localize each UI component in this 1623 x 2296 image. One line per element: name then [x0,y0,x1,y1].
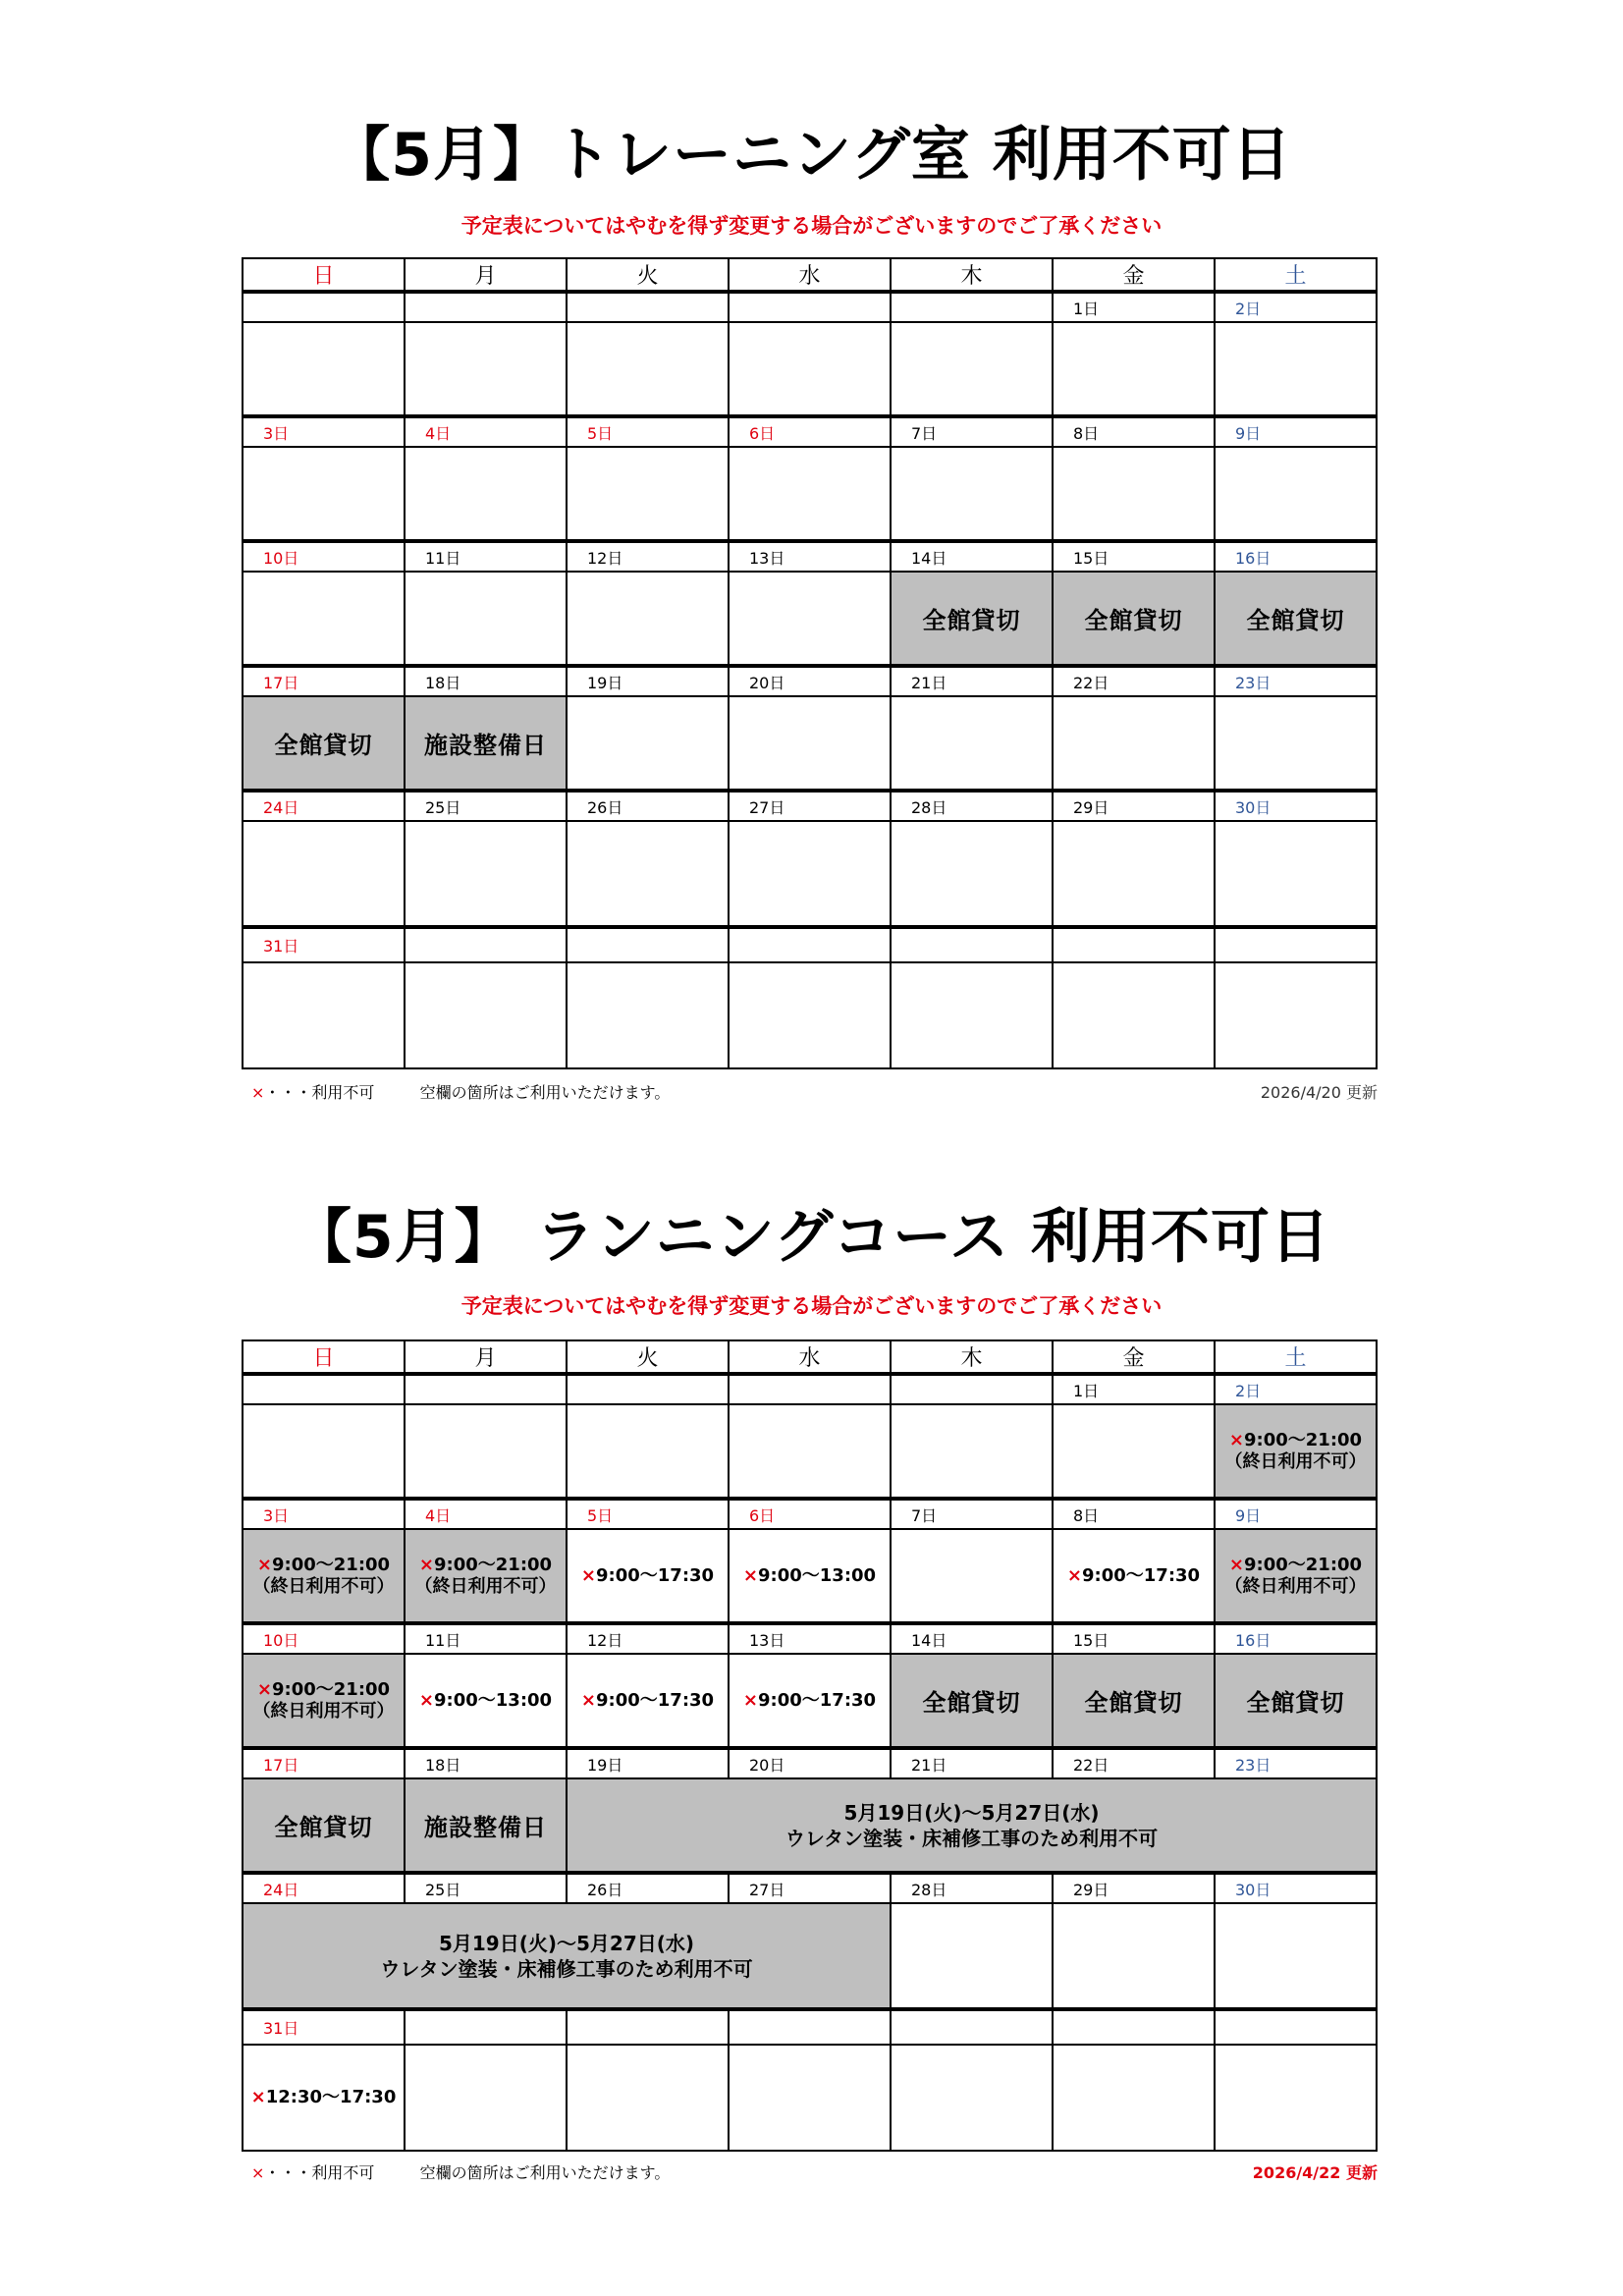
running-course-updated: 2026/4/22 更新 [1252,2163,1378,2182]
day-cell-partial [729,1529,891,1623]
date-label: 16日 [1215,541,1377,572]
date-label: 29日 [1053,1873,1215,1903]
day-cell [567,962,729,1068]
date-label [729,2009,891,2045]
date-label: 2日 [1215,292,1377,322]
date-label: 3日 [243,1499,405,1529]
day-cell-partial [1053,1529,1215,1623]
cross-mark-icon: × [256,1678,272,1700]
date-label [405,927,567,962]
date-label [891,2009,1053,2045]
day-cell [891,1903,1053,2009]
date-label: 6日 [729,416,891,447]
legend-blank-text: 空欄の箇所はご利用いただけます。 [419,2163,671,2182]
date-label: 15日 [1053,541,1215,572]
day-cell-maintenance: 施設整備日 [405,696,567,791]
closure-reason: ウレタン塗装・床補修工事のため利用不可 [380,1956,753,1981]
time-range: 9:00～21:00 [272,1554,391,1575]
day-cell [1053,322,1215,416]
day-cell [567,322,729,416]
time-range: 9:00～21:00 [1244,1554,1363,1575]
training-room-legend [251,1080,670,1103]
date-label: 9日 [1215,1499,1377,1529]
date-label: 18日 [405,666,567,696]
date-label: 4日 [405,416,567,447]
date-label: 5日 [567,1499,729,1529]
day-cell-partial [567,1529,729,1623]
date-label [243,292,405,322]
date-label: 14日 [891,1623,1053,1654]
weekday-fri: 金 [1053,258,1215,292]
cross-mark-icon: × [251,1083,265,1102]
day-cell [729,696,891,791]
date-label: 25日 [405,791,567,821]
date-label: 20日 [729,1748,891,1778]
cross-mark-icon: × [580,1564,596,1586]
date-label: 27日 [729,791,891,821]
date-label: 10日 [243,541,405,572]
weekday-thu: 木 [891,258,1053,292]
day-cell [405,2045,567,2151]
date-label [567,927,729,962]
weekday-mon: 月 [405,1340,567,1374]
date-label: 26日 [567,1873,729,1903]
day-cell [567,696,729,791]
date-label [729,1374,891,1404]
date-label: 5日 [567,416,729,447]
day-cell [243,1404,405,1499]
day-cell [891,821,1053,927]
date-label [891,927,1053,962]
date-label: 13日 [729,1623,891,1654]
running-course-title: 【5月】 ランニングコース 利用不可日 [292,1203,1331,1272]
date-label: 21日 [891,666,1053,696]
day-cell [891,447,1053,541]
day-cell [567,821,729,927]
date-label [405,292,567,322]
day-cell [729,2045,891,2151]
cross-mark-icon: × [742,1564,758,1586]
date-label: 3日 [243,416,405,447]
time-range: 9:00～21:00 [1244,1429,1363,1450]
time-range: 9:00～13:00 [434,1689,553,1711]
date-label: 22日 [1053,1748,1215,1778]
day-cell [891,962,1053,1068]
day-cell [567,447,729,541]
day-cell [243,572,405,666]
day-cell [405,447,567,541]
weekday-sat: 土 [1215,1340,1377,1374]
day-cell [891,1529,1053,1623]
day-cell [1215,821,1377,927]
training-room-title: 【5月】トレーニング室 利用不可日 [331,121,1292,190]
date-label: 29日 [1053,791,1215,821]
day-cell [1215,1903,1377,2009]
day-cell-partial [243,2045,405,2151]
date-label [729,292,891,322]
date-label: 15日 [1053,1623,1215,1654]
date-label: 12日 [567,541,729,572]
date-label: 13日 [729,541,891,572]
time-range: 9:00～21:00 [434,1554,553,1575]
day-cell-private-rental: 全館貸切 [891,572,1053,666]
day-cell-private-rental: 全館貸切 [891,1654,1053,1748]
cross-mark-icon: × [1228,1554,1244,1575]
legend-blank-text: 空欄の箇所はご利用いただけます。 [419,1083,671,1102]
date-label [567,1374,729,1404]
cross-mark-icon: × [1228,1429,1244,1450]
day-cell [1053,821,1215,927]
date-label: 18日 [405,1748,567,1778]
date-label: 17日 [243,1748,405,1778]
all-day-note: （終日利用不可） [1224,1450,1367,1472]
date-label: 27日 [729,1873,891,1903]
day-cell-private-rental: 全館貸切 [1215,572,1377,666]
date-label: 9日 [1215,416,1377,447]
date-label [891,1374,1053,1404]
cross-mark-icon: × [418,1554,434,1575]
date-label [567,2009,729,2045]
cross-mark-icon: × [580,1689,596,1711]
cross-mark-icon: × [250,2087,266,2107]
day-cell-private-rental: 全館貸切 [1053,572,1215,666]
date-label: 25日 [405,1873,567,1903]
weekday-tue: 火 [567,1340,729,1374]
date-label [405,1374,567,1404]
day-cell-unavailable [1215,1404,1377,1499]
day-cell [1215,322,1377,416]
day-cell [567,572,729,666]
day-cell-unavailable [1215,1529,1377,1623]
date-label: 23日 [1215,1748,1377,1778]
date-label: 30日 [1215,1873,1377,1903]
day-cell [1053,962,1215,1068]
date-label: 8日 [1053,416,1215,447]
day-cell [729,572,891,666]
day-cell [1053,447,1215,541]
date-label [729,927,891,962]
date-label: 17日 [243,666,405,696]
date-label: 24日 [243,791,405,821]
day-cell [1053,2045,1215,2151]
closure-span-block [243,1903,891,2009]
all-day-note: （終日利用不可） [252,1575,395,1597]
training-room-updated: 2026/4/20 更新 [1260,1083,1378,1102]
date-label: 8日 [1053,1499,1215,1529]
date-label: 4日 [405,1499,567,1529]
weekday-fri: 金 [1053,1340,1215,1374]
day-cell [567,1404,729,1499]
weekday-sun: 日 [243,258,405,292]
cross-mark-icon: × [418,1689,434,1711]
day-cell-partial [405,1654,567,1748]
running-course-calendar [242,1339,1378,2152]
date-label [1215,927,1377,962]
date-label [243,1374,405,1404]
day-cell [729,962,891,1068]
date-label: 20日 [729,666,891,696]
day-cell [729,1404,891,1499]
time-range: 9:00～17:30 [596,1564,715,1586]
date-label: 6日 [729,1499,891,1529]
day-cell-private-rental: 全館貸切 [243,1778,405,1873]
cross-mark-icon: × [256,1554,272,1575]
day-cell-private-rental: 全館貸切 [243,696,405,791]
date-label: 11日 [405,541,567,572]
date-label [1215,2009,1377,2045]
date-label: 31日 [243,927,405,962]
day-cell-private-rental: 全館貸切 [1053,1654,1215,1748]
cross-mark-icon: × [251,2163,265,2182]
day-cell [1053,1903,1215,2009]
date-label [405,2009,567,2045]
running-course-legend [251,2160,670,2183]
day-cell [729,322,891,416]
day-cell [1215,447,1377,541]
day-cell [405,322,567,416]
day-cell [729,447,891,541]
day-cell [1053,696,1215,791]
weekday-sun: 日 [243,1340,405,1374]
day-cell [243,447,405,541]
legend-mark-text: ・・・利用不可 [264,2163,375,2182]
date-label [1053,927,1215,962]
training-room-calendar [242,257,1378,1069]
date-label [1053,2009,1215,2045]
date-label: 28日 [891,791,1053,821]
day-cell [1053,1404,1215,1499]
date-label: 26日 [567,791,729,821]
day-cell [243,821,405,927]
day-cell [405,821,567,927]
day-cell-private-rental: 全館貸切 [1215,1654,1377,1748]
day-cell [405,962,567,1068]
day-cell [891,2045,1053,2151]
date-label: 30日 [1215,791,1377,821]
date-label: 31日 [243,2009,405,2045]
weekday-wed: 水 [729,1340,891,1374]
date-label: 23日 [1215,666,1377,696]
training-room-notice: 予定表についてはやむを得ず変更する場合がございますのでご了承ください [460,214,1163,238]
running-course-notice: 予定表についてはやむを得ず変更する場合がございますのでご了承ください [460,1294,1163,1318]
date-label: 7日 [891,1499,1053,1529]
day-cell-unavailable [405,1529,567,1623]
date-label: 1日 [1053,292,1215,322]
day-cell [243,962,405,1068]
date-label [891,292,1053,322]
date-label: 2日 [1215,1374,1377,1404]
date-label: 12日 [567,1623,729,1654]
date-label: 22日 [1053,666,1215,696]
time-range: 9:00～17:30 [596,1689,715,1711]
time-range: 9:00～21:00 [272,1678,391,1700]
day-cell-partial [729,1654,891,1748]
time-range: 9:00～17:30 [1082,1564,1201,1586]
day-cell [405,1404,567,1499]
weekday-sat: 土 [1215,258,1377,292]
day-cell [891,696,1053,791]
day-cell [405,572,567,666]
date-label: 19日 [567,666,729,696]
legend-mark-text: ・・・利用不可 [264,1083,375,1102]
date-label: 24日 [243,1873,405,1903]
time-range: 9:00～17:30 [758,1689,877,1711]
date-label: 16日 [1215,1623,1377,1654]
day-cell [891,1404,1053,1499]
weekday-thu: 木 [891,1340,1053,1374]
closure-reason: ウレタン塗装・床補修工事のため利用不可 [784,1826,1159,1850]
closure-period: 5月19日(火)～5月27日(水) [843,1800,1100,1825]
date-label: 19日 [567,1748,729,1778]
weekday-mon: 月 [405,258,567,292]
cross-mark-icon: × [1066,1564,1082,1586]
date-label [567,292,729,322]
day-cell [1215,2045,1377,2151]
all-day-note: （終日利用不可） [414,1575,557,1597]
day-cell [1215,962,1377,1068]
date-label: 10日 [243,1623,405,1654]
day-cell-maintenance: 施設整備日 [405,1778,567,1873]
day-cell [1215,696,1377,791]
date-label: 11日 [405,1623,567,1654]
cross-mark-icon: × [742,1689,758,1711]
all-day-note: （終日利用不可） [252,1700,395,1722]
date-label: 21日 [891,1748,1053,1778]
weekday-wed: 水 [729,258,891,292]
date-label: 14日 [891,541,1053,572]
date-label: 7日 [891,416,1053,447]
day-cell [729,821,891,927]
closure-span-block [567,1778,1377,1873]
day-cell-unavailable [243,1529,405,1623]
all-day-note: （終日利用不可） [1224,1575,1367,1597]
time-range: 12:30～17:30 [265,2087,397,2107]
date-label: 1日 [1053,1374,1215,1404]
date-label: 28日 [891,1873,1053,1903]
day-cell [243,322,405,416]
day-cell [891,322,1053,416]
closure-period: 5月19日(火)～5月27日(水) [438,1931,695,1955]
day-cell [567,2045,729,2151]
day-cell-unavailable [243,1654,405,1748]
time-range: 9:00～13:00 [758,1564,877,1586]
day-cell-partial [567,1654,729,1748]
weekday-tue: 火 [567,258,729,292]
